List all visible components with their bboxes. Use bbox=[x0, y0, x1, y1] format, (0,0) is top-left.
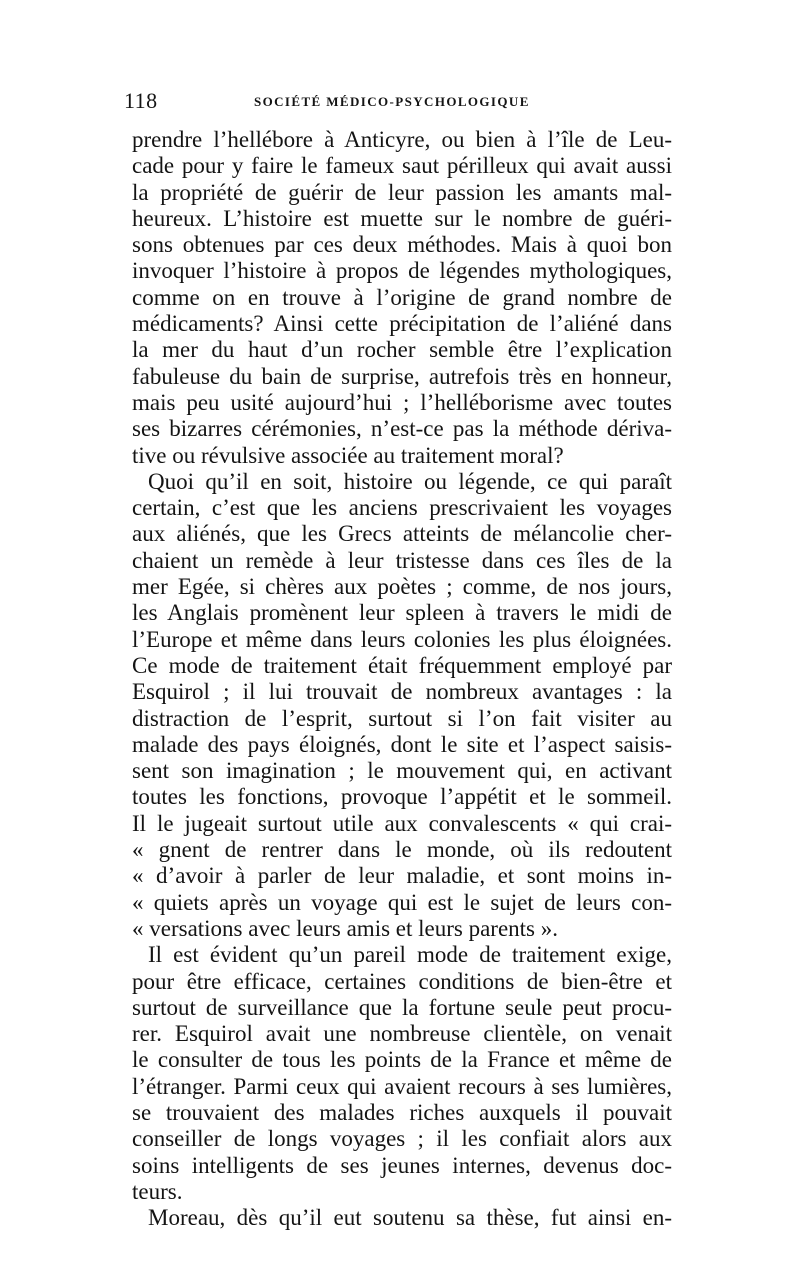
paragraph-end-line: teurs. bbox=[132, 1178, 183, 1204]
running-head bbox=[124, 88, 672, 118]
text-line: conseiller de longs voyages ; il les confiait alors aux bbox=[132, 1126, 672, 1152]
text-line: comme on en trouve à l’origine de grand nombre de bbox=[132, 284, 672, 310]
running-title: SOCIÉTÉ MÉDICO-PSYCHOLOGIQUE bbox=[254, 94, 530, 109]
text-line: se trouvaient des malades riches auxquels il pouvait bbox=[132, 1099, 672, 1125]
quotation-line: « gnent de rentrer dans le monde, où ils redoutent bbox=[132, 837, 672, 863]
quotation-line: « quiets après un voyage qui est le sujet de leurs con- bbox=[132, 889, 672, 915]
paragraph-start-line: Moreau, dès qu’il eut soutenu sa thèse, fut ainsi en- bbox=[148, 1205, 672, 1231]
text-line: surtout de surveillance que la fortune seule peut procu- bbox=[132, 994, 672, 1020]
text-line: Ce mode de traitement était fréquemment employé par bbox=[132, 652, 672, 678]
text-line: malade des pays éloignés, dont le site et l’aspect saisis- bbox=[132, 731, 672, 757]
text-line: Il le jugeait surtout utile aux convalescents « qui crai- bbox=[132, 810, 672, 836]
quotation-end-line: « versations avec leurs amis et leurs parents ». bbox=[132, 915, 559, 941]
text-line: sons obtenues par ces deux méthodes. Mais à quoi bon bbox=[132, 232, 672, 258]
text-line: mer Egée, si chères aux poètes ; comme, de nos jours, bbox=[132, 574, 672, 600]
paragraph-end-line: tive ou révulsive associée au traitement moral? bbox=[132, 442, 564, 468]
text-line: le consulter de tous les points de la France et même de bbox=[132, 1047, 672, 1073]
body-text bbox=[132, 127, 672, 1231]
text-line: chaient un remède à leur tristesse dans ces îles de la bbox=[132, 547, 672, 573]
text-line: mais peu usité aujourd’hui ; l’helléborisme avec toutes bbox=[132, 389, 672, 415]
paragraph-start-line: Quoi qu’il en soit, histoire ou légende, ce qui paraît bbox=[148, 468, 672, 494]
text-line: soins intelligents de ses jeunes internes, devenus doc- bbox=[132, 1152, 672, 1178]
text-line: aux aliénés, que les Grecs atteints de mélancolie cher- bbox=[132, 521, 672, 547]
text-line: toutes les fonctions, provoque l’appétit et le sommeil. bbox=[132, 784, 672, 810]
text-line: la propriété de guérir de leur passion les amants mal- bbox=[132, 179, 672, 205]
text-line: heureux. L’histoire est muette sur le nombre de guéri- bbox=[132, 205, 672, 231]
text-line: l’Europe et même dans leurs colonies les plus éloignées. bbox=[132, 626, 672, 652]
text-line: ses bizarres cérémonies, n’est-ce pas la méthode dériva- bbox=[132, 416, 672, 442]
text-line: médicaments? Ainsi cette précipitation de l’aliéné dans bbox=[132, 311, 672, 337]
text-line: la mer du haut d’un rocher semble être l’explication bbox=[132, 337, 672, 363]
text-line: fabuleuse du bain de surprise, autrefois très en honneur, bbox=[132, 363, 672, 389]
page-number: 118 bbox=[124, 88, 158, 113]
text-line: cade pour y faire le fameux saut périlleux qui avait aussi bbox=[132, 153, 672, 179]
text-line: Esquirol ; il lui trouvait de nombreux avantages : la bbox=[132, 679, 672, 705]
quotation-line: « d’avoir à parler de leur maladie, et sont moins in- bbox=[132, 863, 672, 889]
text-line: les Anglais promènent leur spleen à travers le midi de bbox=[132, 600, 672, 626]
text-line: certain, c’est que les anciens prescrivaient les voyages bbox=[132, 495, 672, 521]
text-line: distraction de l’esprit, surtout si l’on fait visiter au bbox=[132, 705, 672, 731]
text-line: invoquer l’histoire à propos de légendes mythologiques, bbox=[132, 258, 672, 284]
text-line: rer. Esquirol avait une nombreuse clientèle, on venait bbox=[132, 1021, 672, 1047]
text-line: l’étranger. Parmi ceux qui avaient recours à ses lumières, bbox=[132, 1073, 672, 1099]
paragraph-start-line: Il est évident qu’un pareil mode de traitement exige, bbox=[148, 942, 672, 968]
text-line: sent son imagination ; le mouvement qui, en activant bbox=[132, 758, 672, 784]
text-line: prendre l’hellébore à Anticyre, ou bien à l’île de Leu- bbox=[132, 127, 672, 152]
text-line: pour être efficace, certaines conditions de bien-être et bbox=[132, 968, 672, 994]
